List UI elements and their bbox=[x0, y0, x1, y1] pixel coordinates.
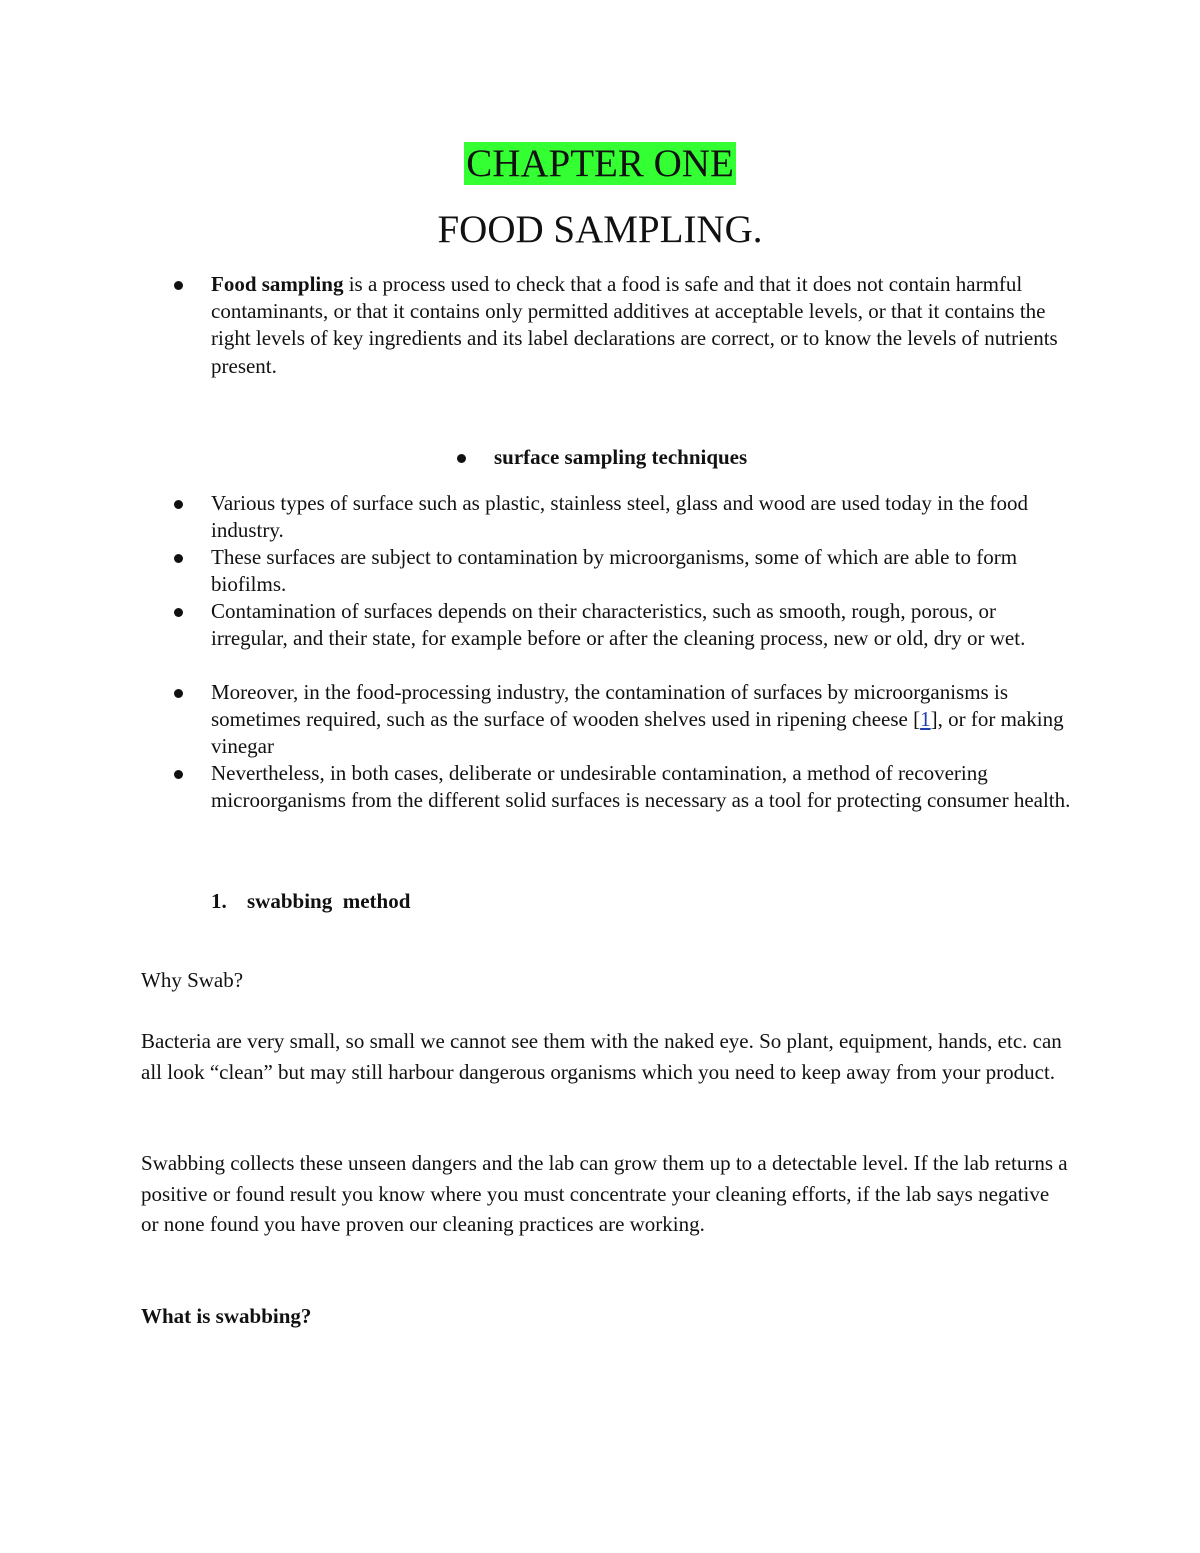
list-item bbox=[211, 544, 1071, 598]
list-item-text: These surfaces are subject to contamination by microorganisms, some of which are able to form biofilms. bbox=[211, 545, 1018, 597]
numbered-heading-text: swabbing method bbox=[247, 889, 411, 913]
list-item bbox=[211, 760, 1071, 814]
numbered-heading-number: 1. bbox=[211, 889, 227, 913]
bullet-icon bbox=[457, 454, 466, 463]
list-item-text-after: ], or for making vinegar bbox=[211, 707, 1064, 759]
why-swab-line: Why Swab? bbox=[141, 968, 244, 992]
chapter-heading bbox=[0, 141, 1200, 187]
list-item-text: Nevertheless, in both cases, deliberate or undesirable contamination, a method of recovering microorganisms from the different solid surfaces is necessary as a tool for protecting consumer health. bbox=[211, 761, 1071, 813]
list-item bbox=[211, 490, 1071, 544]
list-item-text-before: Moreover, in the food-processing industry, the contamination of surfaces by microorganisms is sometimes required, such as the surface of wooden shelves used in ripening cheese [ bbox=[211, 680, 1008, 732]
list-item bbox=[211, 598, 1071, 652]
reference-link[interactable]: 1 bbox=[920, 707, 931, 732]
list-item-text: Contamination of surfaces depends on their characteristics, such as smooth, rough, porous, or irregular, and their state, for example before or after the cleaning process, new or old, dry or wet. bbox=[211, 599, 1026, 651]
intro-text: is a process used to check that a food is safe and that it does not contain harmful contaminants, or that it contains only permitted additives at acceptable levels, or that it contains the right levels of key ingredients and its label declarations are correct, or to know the levels of nutrients present. bbox=[211, 272, 1058, 378]
bullet-icon bbox=[174, 608, 183, 617]
document-title: FOOD SAMPLING. bbox=[437, 208, 763, 251]
paragraph-2: Swabbing collects these unseen dangers and the lab can grow them up to a detectable level. If the lab returns a positive or found result you know where you must concentrate your cleaning efforts, if the lab says negative or none found you have proven our cleaning practices are working. bbox=[141, 1151, 1068, 1236]
list-item bbox=[211, 679, 1071, 761]
chapter-heading-highlight: CHAPTER ONE bbox=[466, 142, 734, 185]
bullet-icon bbox=[174, 770, 183, 779]
bullet-icon bbox=[174, 281, 183, 290]
intro-bold-lead: Food sampling bbox=[211, 272, 344, 296]
section-heading-text: surface sampling techniques bbox=[494, 445, 748, 469]
intro-bullet bbox=[211, 271, 1071, 380]
section-heading bbox=[494, 444, 747, 471]
list-item-text: Various types of surface such as plastic, stainless steel, glass and wood are used today in the food industry. bbox=[211, 491, 1029, 543]
what-is-swabbing-heading: What is swabbing? bbox=[141, 1304, 312, 1328]
paragraph-1: Bacteria are very small, so small we cannot see them with the naked eye. So plant, equipment, hands, etc. can all look “clean” but may still harbour dangerous organisms which you need to keep away from your product. bbox=[141, 1029, 1062, 1084]
bullet-icon bbox=[174, 689, 183, 698]
bullet-icon bbox=[174, 554, 183, 563]
bullet-icon bbox=[174, 500, 183, 509]
